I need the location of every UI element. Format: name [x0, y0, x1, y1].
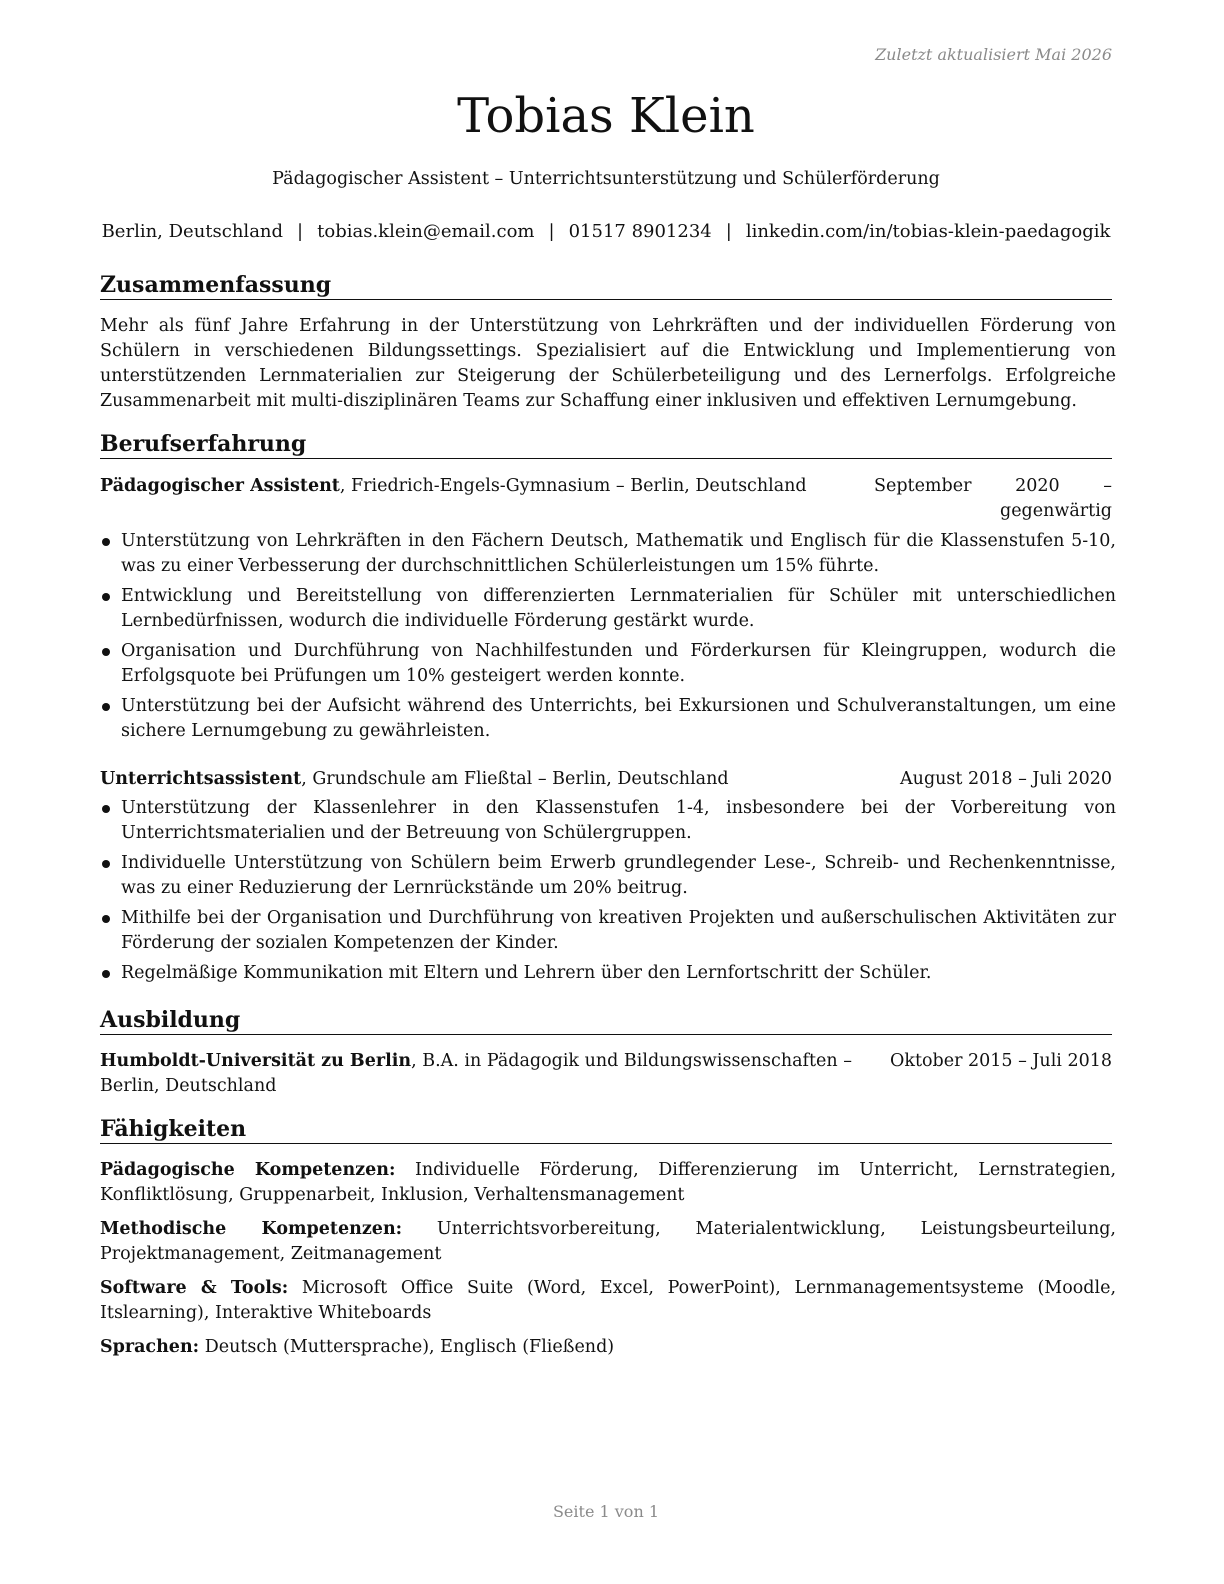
contact-phone[interactable]: 01517 8901234 — [568, 221, 712, 242]
education-institution: Humboldt-Universität zu Berlin — [100, 1051, 412, 1071]
skill-value: Deutsch (Muttersprache), Englisch (Fließend) — [199, 1337, 615, 1357]
last-updated: Zuletzt aktualisiert Mai 2026 — [875, 45, 1112, 64]
job-bullet-list — [100, 796, 1116, 991]
list-item: Entwicklung und Bereitstellung von differenzierten Lernmaterialien für Schüler mit unterschiedlichen Lernbedürfnissen, wodurch die individuelle Förderung gestärkt wurde. — [100, 584, 1116, 634]
skill-row — [100, 1217, 1116, 1267]
job-header — [100, 474, 1112, 521]
section-heading-summary: Zusammenfassung — [100, 271, 1112, 300]
contact-location: Berlin, Deutschland — [101, 221, 284, 242]
bullet-icon — [102, 805, 110, 813]
list-item: Unterstützung der Klassenlehrer in den Klassenstufen 1-4, insbesondere bei der Vorbereitung von Unterrichtsmaterialien und der Betreuung von Schülergruppen. — [100, 796, 1116, 846]
job-date: September 2020 – gegenwärtig — [874, 476, 1112, 521]
contact-linkedin[interactable]: linkedin.com/in/tobias-klein-paedagogik — [745, 221, 1111, 242]
contact-separator: | — [297, 221, 304, 242]
list-item: Organisation und Durchführung von Nachhilfestunden und Förderkursen für Kleingruppen, wodurch die Erfolgsquote bei Prüfungen um 10% gesteigert werden konnte. — [100, 639, 1116, 689]
skill-row — [100, 1335, 1116, 1360]
skill-value: Individuelle Förderung, Differenzierung im Unterricht, Lernstrategien, Konfliktlösung, Gruppenarbeit, Inklusion, Verhaltensmanagement — [100, 1160, 1117, 1205]
skill-value: Microsoft Office Suite (Word, Excel, PowerPoint), Lernmanagementsysteme (Moodle, Itslearning), Interaktive Whiteboards — [100, 1278, 1117, 1323]
job-title: Unterrichtsassistent — [100, 769, 302, 789]
education-degree: , B.A. in Pädagogik und Bildungswissenschaften – Berlin, Deutschland — [100, 1051, 852, 1096]
candidate-name: Tobias Klein — [457, 88, 755, 144]
education-institution-line — [100, 1049, 880, 1099]
bullet-icon — [102, 703, 110, 711]
skill-label: Pädagogische Kompetenzen: — [100, 1160, 396, 1180]
education-date: Oktober 2015 – Juli 2018 — [890, 1051, 1112, 1071]
contact-email[interactable]: tobias.klein@email.com — [317, 221, 535, 242]
skill-label: Methodische Kompetenzen: — [100, 1219, 403, 1239]
job-bullet-list — [100, 529, 1116, 749]
job-org: , Friedrich-Engels-Gymnasium – Berlin, Deutschland — [339, 476, 807, 496]
bullet-icon — [102, 648, 110, 656]
list-item: Mithilfe bei der Organisation und Durchführung von kreativen Projekten und außerschulischen Aktivitäten zur Förderung der sozialen Kompetenzen der Kinder. — [100, 906, 1116, 956]
job-date: August 2018 – Juli 2020 — [900, 769, 1112, 789]
list-item: Unterstützung von Lehrkräften in den Fächern Deutsch, Mathematik und Englisch für die Klassenstufen 5-10, was zu einer Verbesserung der durchschnittlichen Schülerleistungen um 15% führte. — [100, 529, 1116, 579]
candidate-subtitle: Pädagogischer Assistent – Unterrichtsunterstützung und Schülerförderung — [272, 169, 940, 189]
bullet-icon — [102, 915, 110, 923]
list-item: Regelmäßige Kommunikation mit Eltern und Lehrern über den Lernfortschritt der Schüler. — [100, 961, 1116, 986]
bullet-icon — [102, 860, 110, 868]
skill-label: Sprachen: — [100, 1337, 200, 1357]
bullet-icon — [102, 538, 110, 546]
education-entry — [100, 1049, 1112, 1099]
section-heading-skills: Fähigkeiten — [100, 1115, 1112, 1144]
contact-line — [80, 219, 1132, 245]
skill-label: Software & Tools: — [100, 1278, 289, 1298]
summary-text: Mehr als fünf Jahre Erfahrung in der Unterstützung von Lehrkräften und der individuellen Förderung von Schülern in verschiedenen Bildungssettings. Spezialisiert auf die Entwicklung und Implementierung von unterstützenden Lernmaterialien zur Steigerung der Schülerbeteiligung und des Lernerfolgs. Erfolgreiche Zusammenarbeit mit multi-disziplinären Teams zur Schaffung einer inklusiven und effektiven Lernumgebung. — [100, 316, 1116, 411]
job-header — [100, 767, 1112, 792]
skill-row — [100, 1276, 1116, 1326]
contact-separator: | — [725, 221, 732, 242]
job-org-line — [100, 474, 870, 499]
list-item: Individuelle Unterstützung von Schülern beim Erwerb grundlegender Lese-, Schreib- und Rechenkenntnisse, was zu einer Reduzierung der Lernrückstände um 20% beitrug. — [100, 851, 1116, 901]
bullet-icon — [102, 970, 110, 978]
skill-value: Unterrichtsvorbereitung, Materialentwicklung, Leistungsbeurteilung, Projektmanagement, Zeitmanagement — [100, 1219, 1116, 1264]
list-item: Unterstützung bei der Aufsicht während des Unterrichts, bei Exkursionen und Schulveranstaltungen, um eine sichere Lernumgebung zu gewährleisten. — [100, 694, 1116, 744]
job-org: , Grundschule am Fließtal – Berlin, Deutschland — [301, 769, 729, 789]
skill-row — [100, 1158, 1116, 1208]
job-title: Pädagogischer Assistent — [100, 476, 340, 496]
job-org-line — [100, 767, 870, 792]
bullet-icon — [102, 593, 110, 601]
section-heading-experience: Berufserfahrung — [100, 430, 1112, 459]
section-heading-education: Ausbildung — [100, 1006, 1112, 1035]
page-number: Seite 1 von 1 — [552, 1502, 660, 1521]
contact-separator: | — [548, 221, 555, 242]
